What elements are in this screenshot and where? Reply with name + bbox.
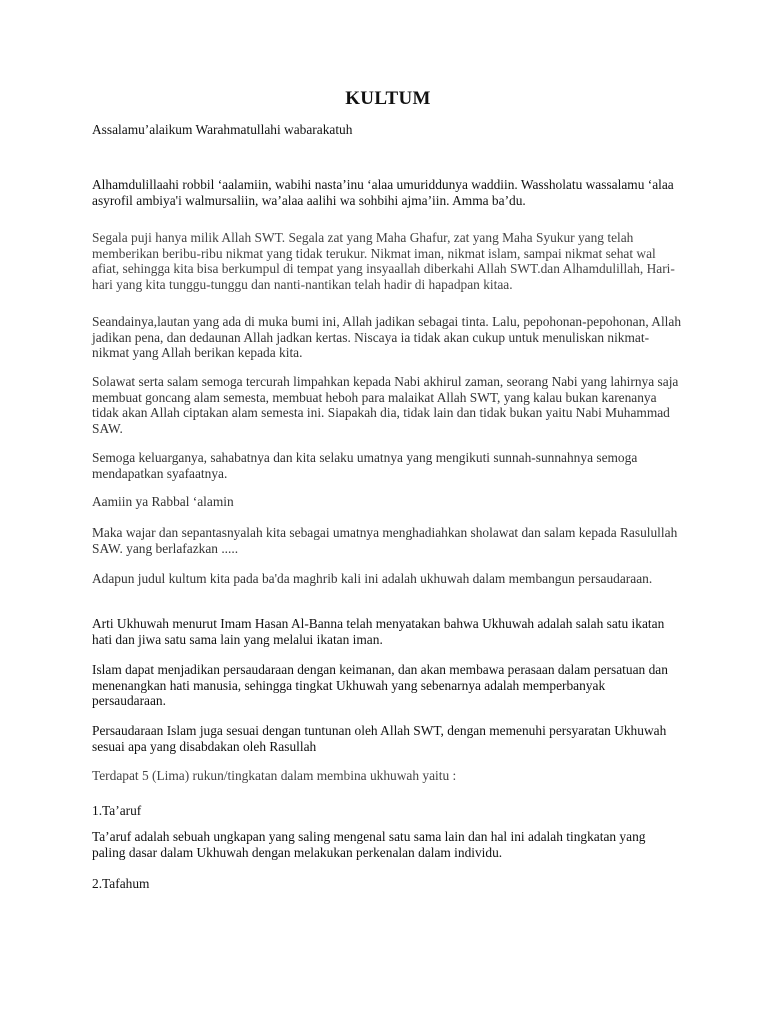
paragraph-opening-prayer: Alhamdulillaahi robbil ‘aalamiin, wabihi nasta’inu ‘alaa umuriddunya waddiin. Wassholatu wassalamu ‘alaa asyrofil ambiya'i walmursaliin, wa’alaa aalihi wa sohbihi ajma’iin. Amma ba’du. xyxy=(92,177,674,208)
paragraph-praise: Segala puji hanya milik Allah SWT. Segala zat yang Maha Ghafur, zat yang Maha Syukur yang telah memberikan beribu-ribu nikmat yang tidak terukur. Nikmat iman, nikmat islam, sampai nikmat sehat wal afiat, sehingga kita bisa berkumpul di tempat yang insyaallah diberkahi Allah SWT.dan Alhamdulillah, Hari-hari yang kita tunggu-tunggu dan nanti-nantikan telah hadir di hapadpan kitaa. xyxy=(92,230,675,292)
document-page xyxy=(92,0,684,1024)
paragraph-ukhuwah-definition: Arti Ukhuwah menurut Imam Hasan Al-Banna telah menyatakan bahwa Ukhuwah adalah salah satu ikatan hati dan jiwa satu sama lain yang melalui ikatan iman. xyxy=(92,616,665,647)
paragraph-solawat: Solawat serta salam semoga tercurah limpahkan kepada Nabi akhirul zaman, seorang Nabi yang lahirnya saja membuat goncang alam semesta, membuat heboh para malaikat Allah SWT, yang kalau bukan karenanya tidak akan Allah ciptakan alam semesta ini. Siapakah dia, tidak lain dan tidak bukan yaitu Nabi Muhammad SAW. xyxy=(92,374,679,436)
paragraph-taaruf: Ta’aruf adalah sebuah ungkapan yang saling mengenal satu sama lain dan hal ini adalah tingkatan yang paling dasar dalam Ukhuwah dengan melakukan perkenalan dalam individu. xyxy=(92,829,646,860)
paragraph-five-pillars: Terdapat 5 (Lima) rukun/tingkatan dalam membina ukhuwah yaitu : xyxy=(92,768,457,783)
paragraph-ocean-ink: Seandainya,lautan yang ada di muka bumi ini, Allah jadikan sebagai tinta. Lalu, pepohonan-pepohonan, Allah jadikan pena, dan dedaunan Allah jadkan kertas. Niscaya ia tidak akan cukup untuk menuliskan nikmat-nikmat yang Allah berikan kepada kita. xyxy=(92,314,682,361)
heading-taaruf: 1.Ta’aruf xyxy=(92,803,142,818)
paragraph-requirements: Persaudaraan Islam juga sesuai dengan tuntunan oleh Allah SWT, dengan memenuhi persyaratan Ukhuwah sesuai apa yang disabdakan oleh Rasullah xyxy=(92,723,667,754)
paragraph-islam-brotherhood: Islam dapat menjadikan persaudaraan dengan keimanan, dan akan membawa perasaan dalam persatuan dan menenangkan hati manusia, sehingga tingkat Ukhuwah yang sebenarnya adalah memperbanyak persaudaraan. xyxy=(92,662,668,709)
paragraph-topic: Adapun judul kultum kita pada ba'da maghrib kali ini adalah ukhuwah dalam membangun persaudaraan. xyxy=(92,571,653,586)
paragraph-aamiin: Aamiin ya Rabbal ‘alamin xyxy=(92,494,234,509)
paragraph-family: Semoga keluarganya, sahabatnya dan kita selaku umatnya yang mengikuti sunnah-sunnahnya semoga mendapatkan syafaatnya. xyxy=(92,450,638,481)
document-title: KULTUM xyxy=(345,88,431,109)
heading-tafahum: 2.Tafahum xyxy=(92,876,150,891)
paragraph-sholawat-gift: Maka wajar dan sepantasnyalah kita sebagai umatnya menghadiahkan sholawat dan salam kepada Rasulullah SAW. yang berlafazkan ..... xyxy=(92,525,678,556)
greeting-line: Assalamu’alaikum Warahmatullahi wabarakatuh xyxy=(92,122,353,137)
